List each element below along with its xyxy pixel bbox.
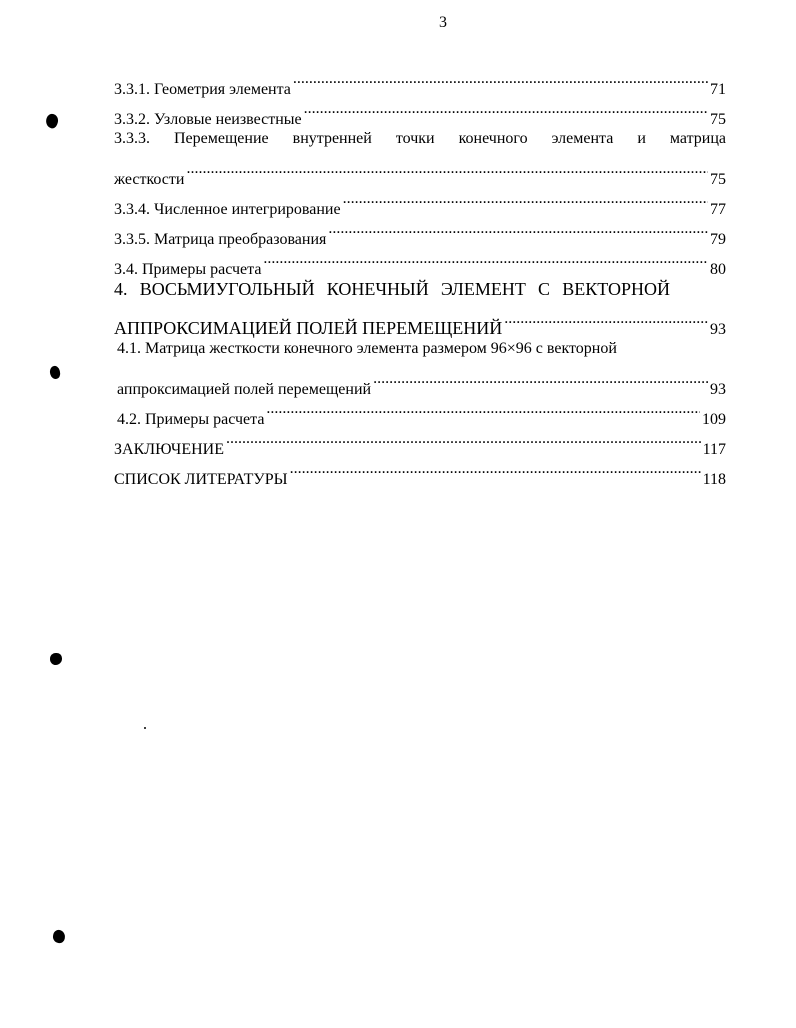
toc-entry-title: 4. ВОСЬМИУГОЛЬНЫЙ КОНЕЧНЫЙ ЭЛЕМЕНТ С ВЕКТОРНОЙ: [114, 279, 670, 299]
toc-entry: [114, 64, 726, 98]
toc-entry-page: 77: [710, 201, 726, 218]
toc-entry-page: 93: [710, 321, 726, 338]
toc-entry: [114, 334, 726, 364]
toc-entry-page: 93: [710, 381, 726, 398]
toc-entry-title: 3.3.1. Геометрия элемента: [114, 81, 291, 98]
page-number: 3: [439, 14, 447, 31]
toc-entry-title: 3.4. Примеры расчета: [114, 261, 262, 278]
toc-entry-title: 3.3.3. Перемещение внутренней точки конечного элемента и матрица: [114, 130, 726, 147]
toc-leader-dots: [373, 364, 708, 394]
toc-entry-page: 117: [702, 441, 726, 458]
scan-speck: [50, 653, 62, 665]
toc-entry-title: СПИСОК ЛИТЕРАТУРЫ: [114, 471, 288, 488]
toc-entry-title: 4.2. Примеры расчета: [117, 411, 265, 428]
toc-entry-title: аппроксимацией полей перемещений: [117, 381, 372, 398]
toc-leader-dots: [263, 244, 708, 274]
scan-speck: [144, 727, 146, 729]
toc-entry-page: 75: [710, 171, 726, 188]
toc-leader-dots: [290, 454, 701, 484]
scan-speck: [48, 365, 61, 380]
toc-entry-title: жесткости: [114, 171, 185, 188]
toc-entry-page: 109: [702, 411, 726, 428]
toc-entry-page: 75: [710, 111, 726, 128]
toc-chapter-entry: [114, 304, 726, 338]
toc-entry-title: 3.3.4. Численное интегрирование: [114, 201, 341, 218]
toc-leader-dots: [343, 184, 708, 214]
toc-entry: [114, 364, 726, 398]
toc-entry-page: 118: [702, 471, 726, 488]
toc-leader-dots: [186, 154, 708, 184]
toc-entry-title: 4.1. Матрица жесткости конечного элемента размером 96×96 с векторной: [117, 340, 617, 357]
toc-entry-title: 3.3.2. Узловые неизвестные: [114, 111, 302, 128]
toc-entry: [114, 154, 726, 188]
toc-entry-page: 79: [710, 231, 726, 248]
scan-speck: [44, 112, 60, 129]
toc-leader-dots: [504, 304, 708, 334]
toc-entry-page: 71: [710, 81, 726, 98]
toc-leader-dots: [226, 424, 701, 454]
scan-speck: [52, 929, 66, 944]
toc-chapter-entry: [114, 274, 726, 304]
toc-leader-dots: [293, 64, 708, 94]
toc-entry: [114, 184, 726, 218]
page-number-container: [0, 13, 796, 33]
toc-entry: [114, 124, 726, 154]
table-of-contents: [114, 64, 726, 488]
toc-entry-title: ЗАКЛЮЧЕНИЕ: [114, 441, 224, 458]
toc-leader-dots: [304, 94, 708, 124]
toc-leader-dots: [266, 394, 700, 424]
toc-leader-dots: [328, 214, 708, 244]
toc-entry-title: АППРОКСИМАЦИЕЙ ПОЛЕЙ ПЕРЕМЕЩЕНИЙ: [114, 318, 503, 338]
toc-entry-title: 3.3.5. Матрица преобразования: [114, 231, 327, 248]
toc-entry-page: 80: [710, 261, 726, 278]
